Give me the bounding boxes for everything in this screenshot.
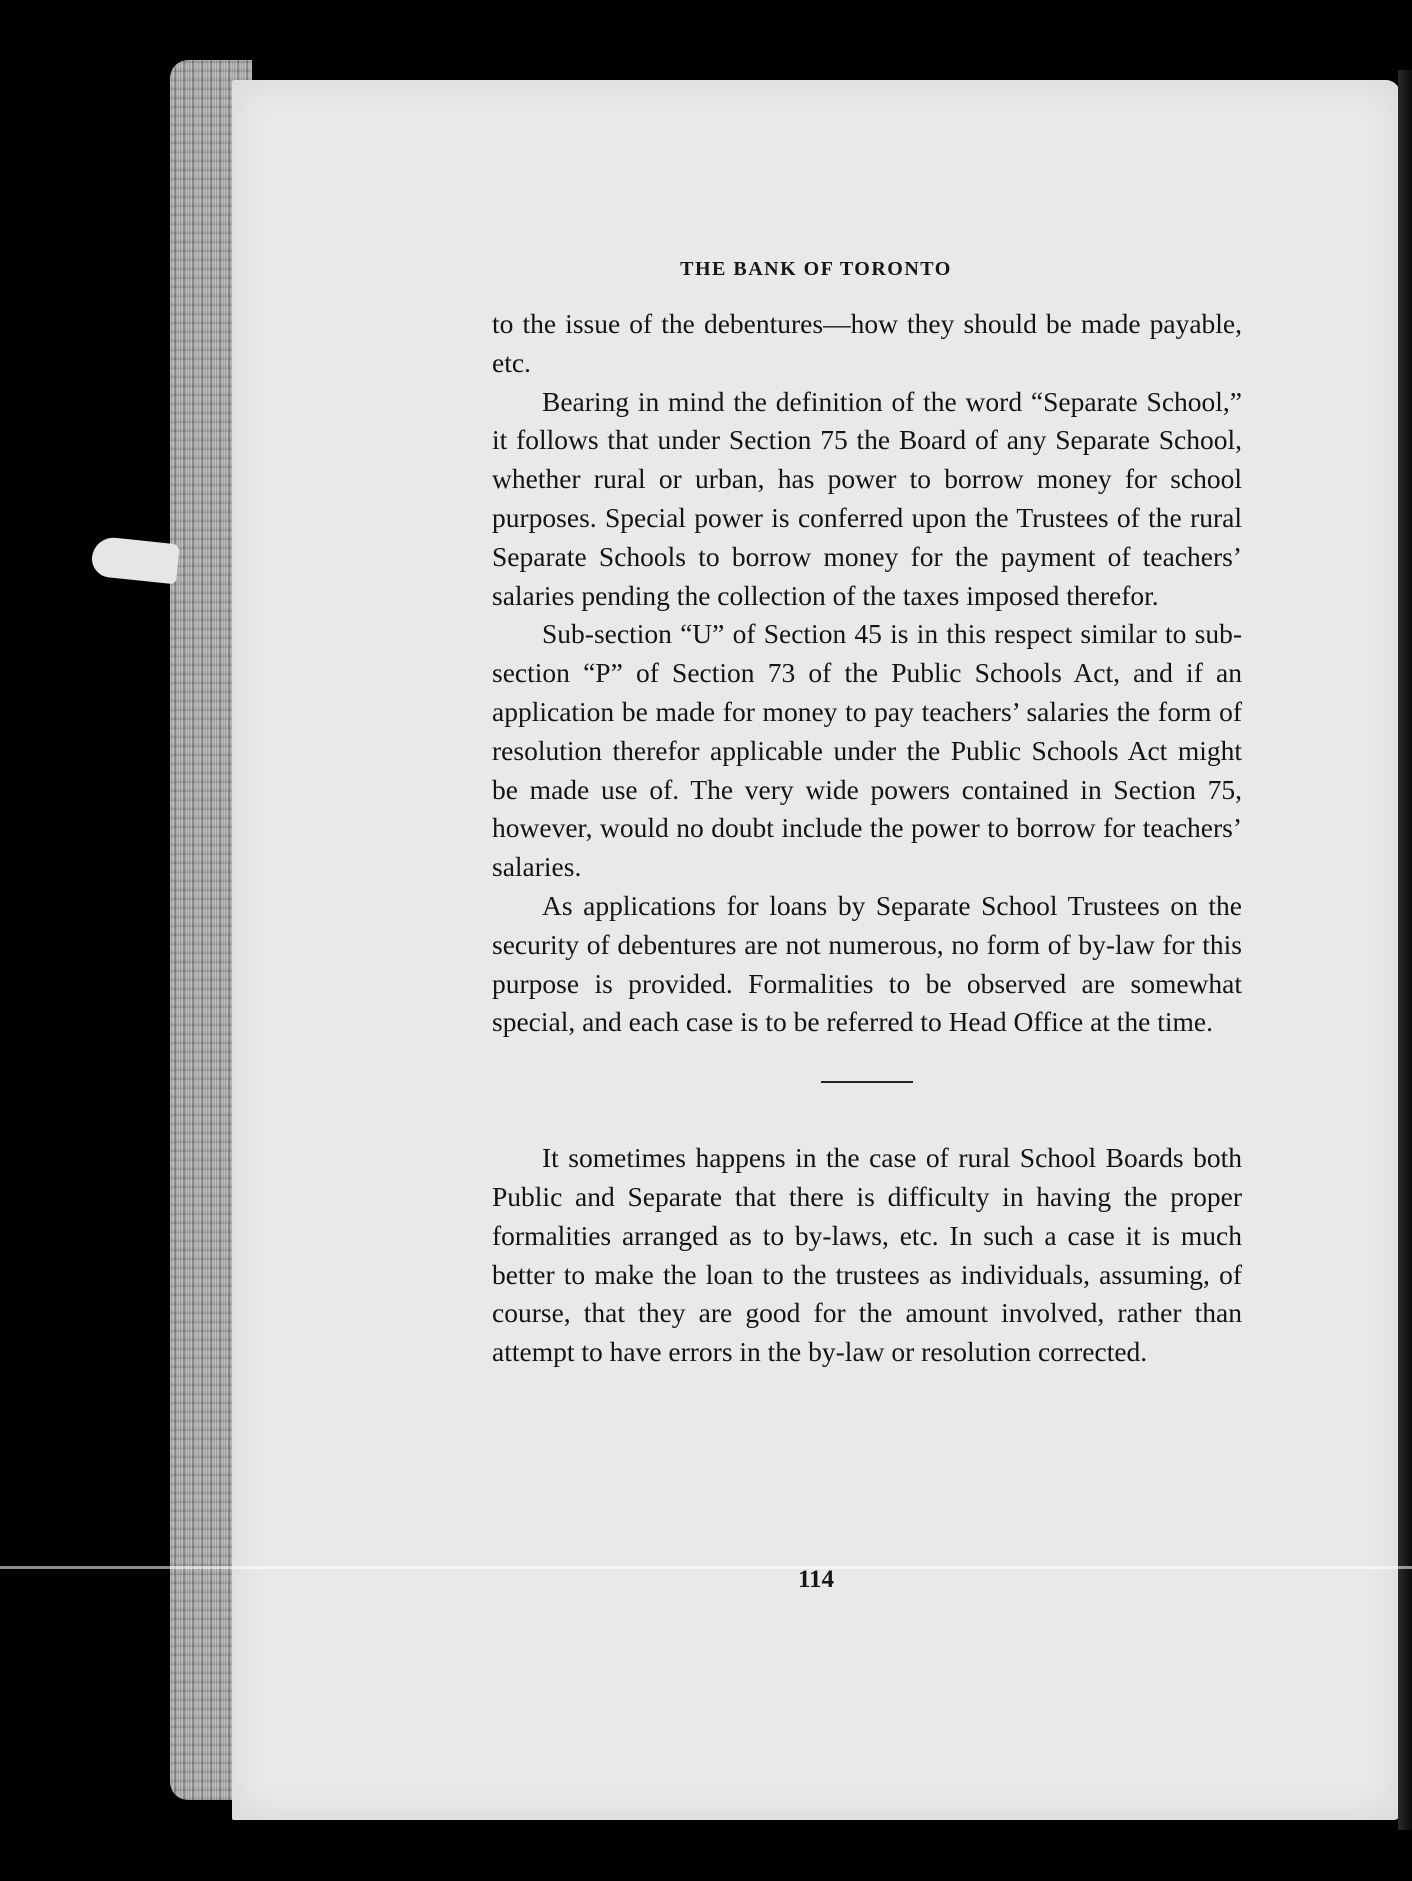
paragraph: As applications for loans by Separate School Trustees on the security of debentures are not numerous, no form of by-law for this purpose is provided. Formalities to be observed are somewhat special, and each case is to be referred to Head Office at the time. [492, 889, 1242, 1038]
page-number: 114 [797, 1566, 835, 1593]
running-head: THE BANK OF TORONTO [680, 258, 952, 280]
paragraph: It sometimes happens in the case of rural School Boards both Public and Separate that there is difficulty in having the proper formalities arranged as to by-laws, etc. In such a case it is much better to make the loan to the trustees as individuals, assuming, of course, that they are good for the amount involved, rather than attempt to have errors in the by-law or resolution corrected. [492, 1142, 1242, 1368]
paper-tab-marker [90, 536, 180, 585]
section-divider [821, 1081, 913, 1083]
paragraph: Bearing in mind the definition of the word “Separate School,” it follows that under Section 75 the Board of any Separate School, whether rural or urban, has power to borrow money for school purposes. Special power is conferred upon the Trustees of the rural Separate Schools to borrow money for the payment of teachers’ salaries pending the collection of the taxes imposed therefor. [492, 385, 1242, 611]
body-text [492, 305, 1242, 1372]
paragraph: to the issue of the debentures—how they should be made payable, etc. [492, 308, 1242, 378]
paragraph: Sub-section “U” of Section 45 is in this respect similar to sub-section “P” of Section 73 of the Public Schools Act, and if an application be made for money to pay teachers’ salaries the form of resolution therefor applicable under the Public Schools Act might be made use of. The very wide powers contained in Section 75, however, would no doubt include the power to borrow for teachers’ salaries. [492, 618, 1242, 883]
